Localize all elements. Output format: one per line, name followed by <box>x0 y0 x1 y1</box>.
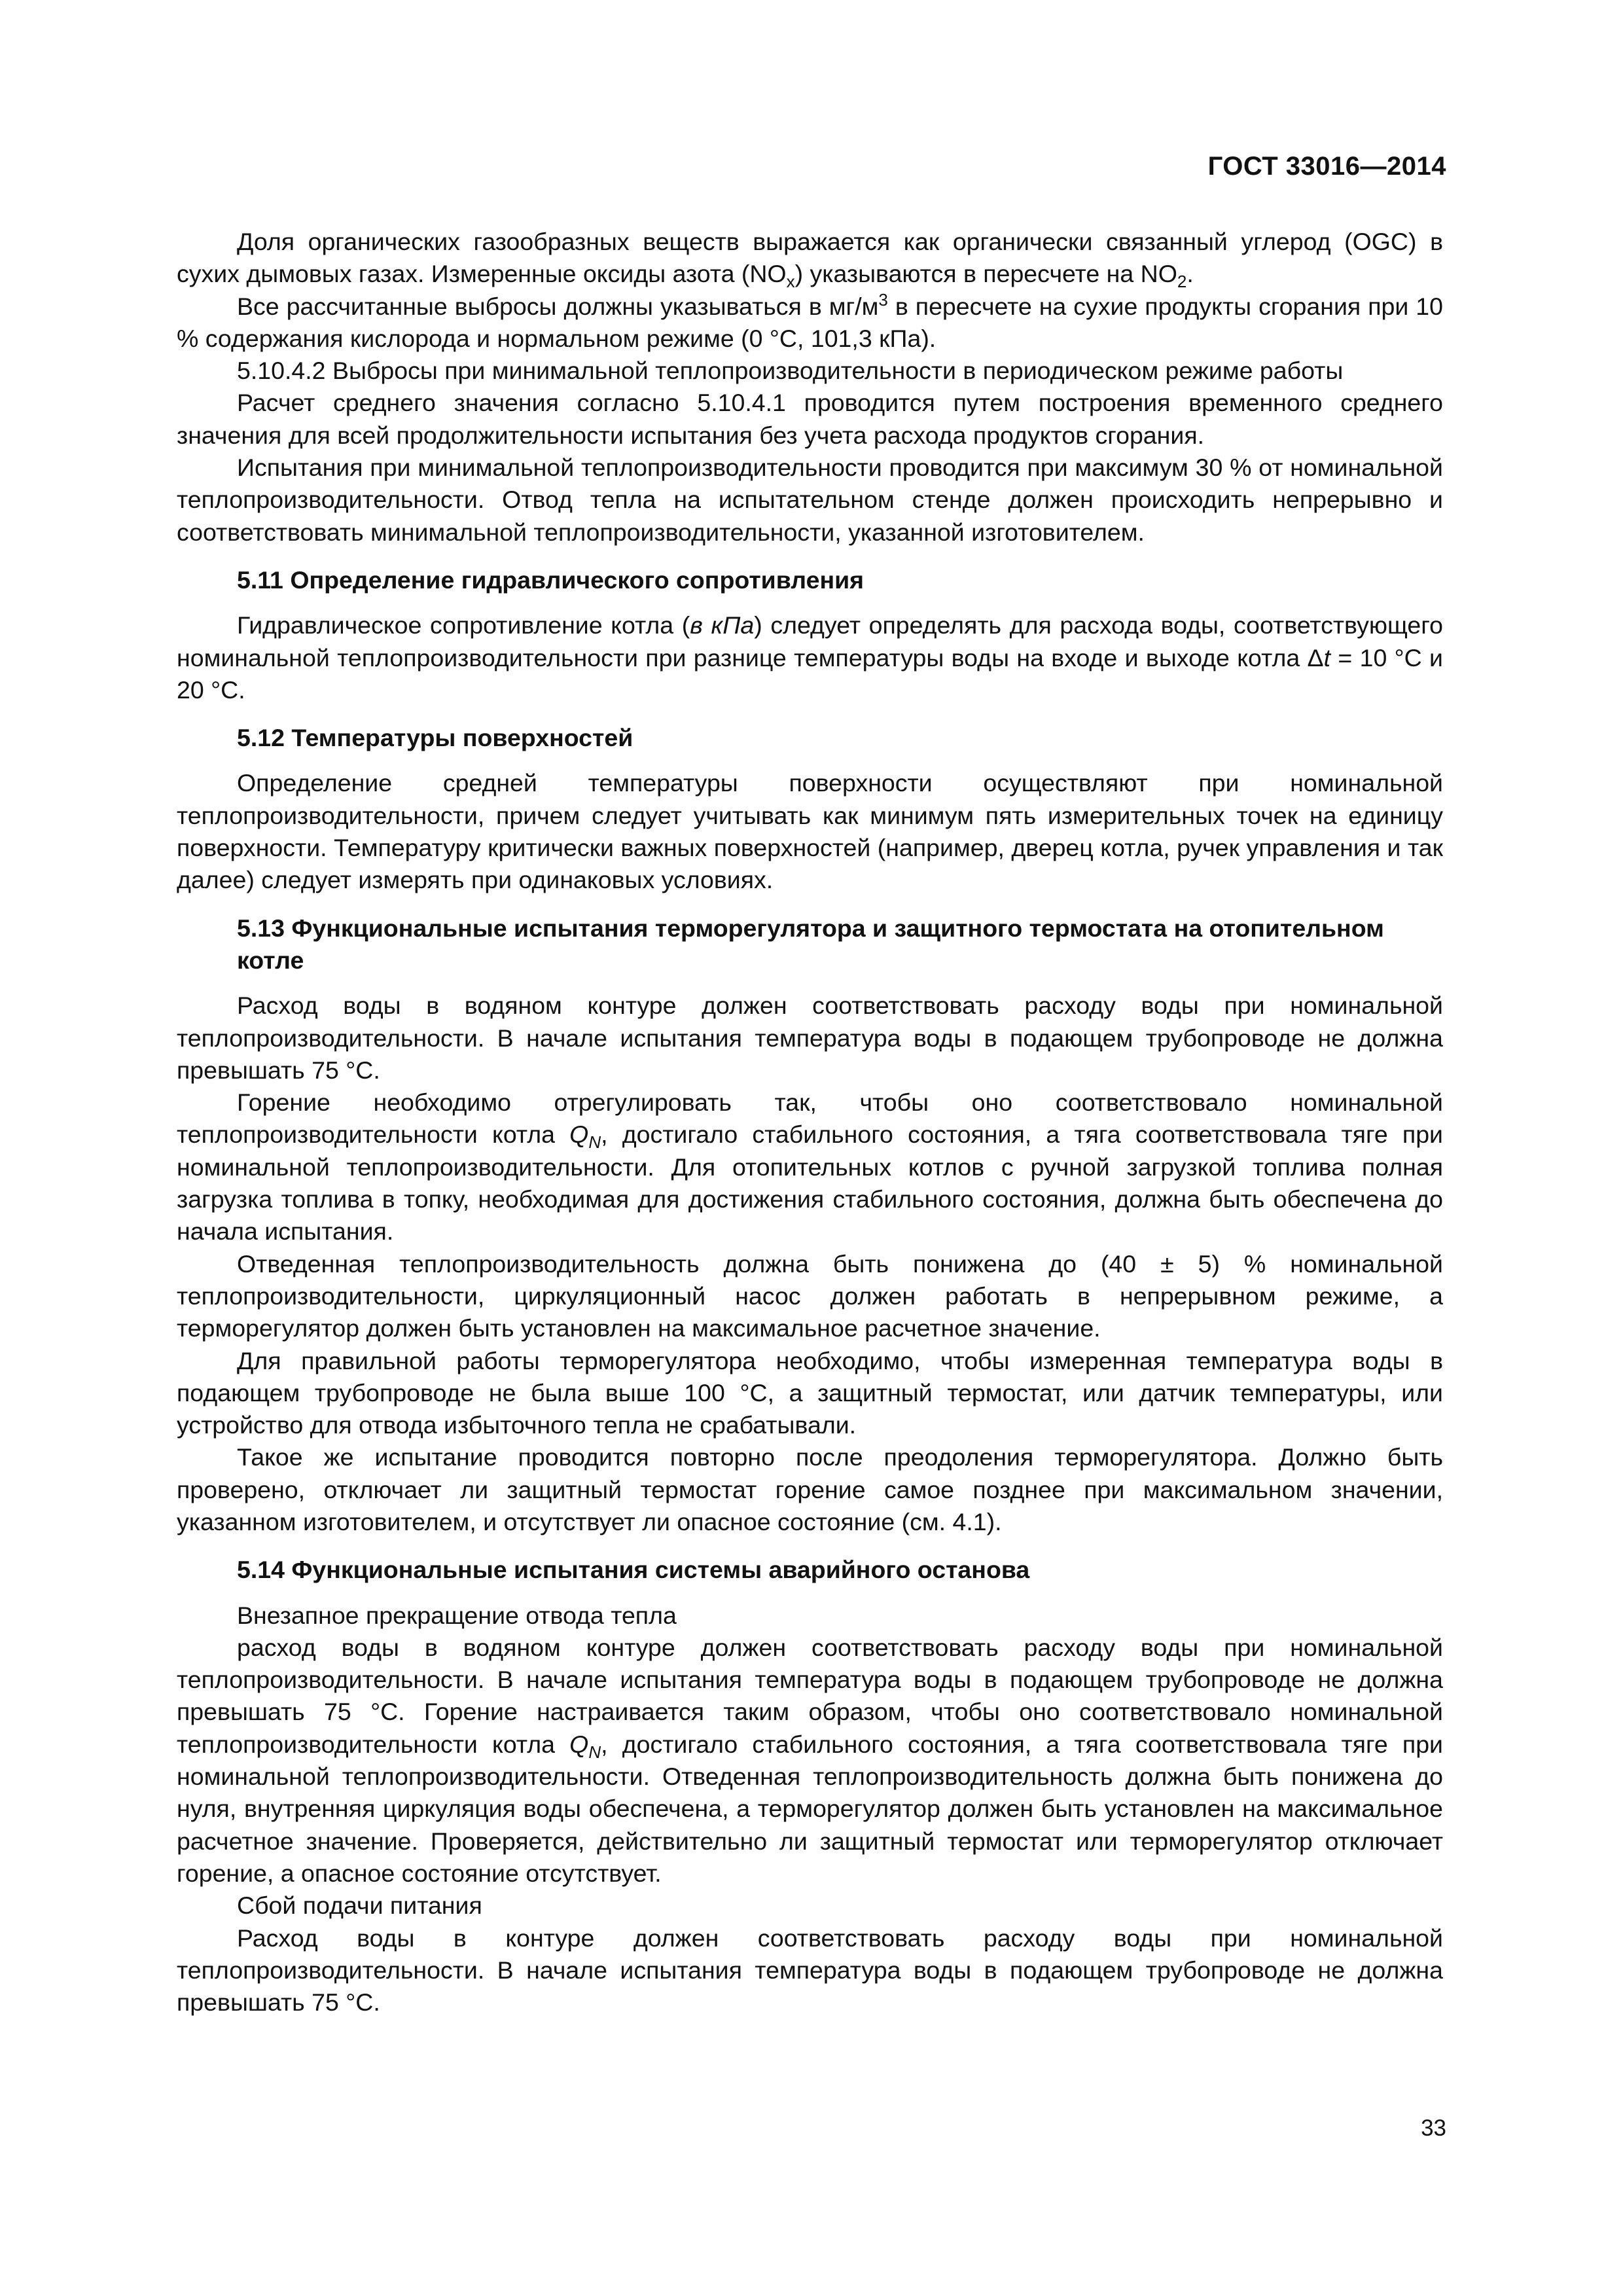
paragraph-thermostat-operation: Для правильной работы терморегулятора необходимо, чтобы измеренная температура воды в подающем трубопроводе не была выше 100 °С, а защитный термостат, или датчик температуры, или устройство для отвода избыточного тепла не срабатывали. <box>177 1346 1443 1439</box>
paragraph-surface-temperature: Определение средней температуры поверхности осуществляют при номинальной теплопроизводительности, причем следует учитывать как минимум пять измерительных точек на единицу поверхности. Температуру критически важных поверхностей (например, дверец котла, ручек управления и так далее) следует измерять при одинаковых условиях. <box>177 769 1443 894</box>
paragraph-emergency-water-flow: расход воды в водяном контуре должен соответствовать расходу воды при номинальной теплопроизводительности. В начале испытания температура воды в подающем трубопроводе не должна превышать 75 °С. Горение настраивается таким образом, чтобы оно соответствовало номинальной теплопроизводительности котла $Q_N$, достигало стабильного состояния, а тяга соответствовала тяге при номинальной теплопроизводительности. Отведенная теплопроизводительность должна быть понижена до нуля, внутренняя циркуляция воды обеспечена, а терморегулятор должен быть установлен на максимальное расчетное значение. Проверяется, действительно ли защитный термостат или терморегулятор отключает горение, а опасное состояние отсутствует. <box>177 1633 1443 1887</box>
paragraph-hydraulic-resistance: Гидравлическое сопротивление котла (в кПа) следует определять для расхода воды, соответствующего номинальной теплопроизводительности при разнице температуры воды на входе и выходе котла Δt = 10 °С и 20 °С. <box>177 611 1444 704</box>
section-heading-5-14: 5.14 Функциональные испытания системы аварийного останова <box>237 1556 1030 1584</box>
paragraph-circuit-water-flow: Расход воды в контуре должен соответствовать расходу воды при номинальной теплопроизводительности. В начале испытания температура воды в подающем трубопроводе не должна превышать 75 °С. <box>177 1924 1443 2017</box>
section-heading-5-13: 5.13 Функциональные испытания терморегулятора и защитного термостата на отопительном котле <box>237 914 1384 974</box>
paragraph-water-flow: Расход воды в водяном контуре должен соответствовать расходу воды при номинальной теплопроизводительности. В начале испытания температура воды в подающем трубопроводе не должна превышать 75 °С. <box>177 992 1443 1084</box>
page-number: 33 <box>1421 2115 1446 2141</box>
paragraph-reduced-output: Отведенная теплопроизводительность должна быть понижена до (40 ± 5) % номинальной теплопроизводительности, циркуляционный насос должен работать в непрерывном режиме, а терморегулятор должен быть установлен на максимальное расчетное значение. <box>177 1249 1443 1342</box>
paragraph-5-10-4-2: 5.10.4.2 Выбросы при минимальной теплопроизводительности в периодическом режиме работы <box>237 357 1344 385</box>
paragraph-minimum-output-tests: Испытания при минимальной теплопроизводительности проводится при максимум 30 % от номинальной теплопроизводительности. Отвод тепла на испытательном стенде должен происходить непрерывно и соответствовать минимальной теплопроизводительности, указанной изготовителем. <box>177 454 1443 546</box>
paragraph-average-calculation: Расчет среднего значения согласно 5.10.4.1 проводится путем построения временного среднего значения для всей продолжительности испытания без учета расхода продуктов сгорания. <box>177 389 1443 449</box>
section-heading-5-11: 5.11 Определение гидравлического сопротивления <box>237 565 865 594</box>
paragraph-repeat-test: Такое же испытание проводится повторно после преодоления терморегулятора. Должно быть проверено, отключает ли защитный термостат горение самое позднее при максимальном значении, указанном изготовителем, и отсутствует ли опасное состояние (см. 4.1). <box>177 1443 1443 1535</box>
paragraph-combustion-adjust: Горение необходимо отрегулировать так, чтобы оно соответствовало номинальной теплопроизводительности котла $Q_N$, достигало стабильного состояния, а тяга соответствовала тяге при номинальной теплопроизводительности. Для отопительных котлов с ручной загрузкой топлива полная загрузка топлива в топку, необходимая для достижения стабильного состояния, должна быть обеспечена до начала испытания. <box>177 1088 1443 1246</box>
paragraph-emissions-units: Все рассчитанные выбросы должны указываться в $мг/м^3$ в пересчете на сухие продукты сгорания при 10 % содержания кислорода и нормальном режиме (0 °С, 101,3 кПа). <box>177 289 1443 352</box>
paragraph-power-failure: Сбой подачи питания <box>237 1892 482 1920</box>
paragraph-sudden-heat-stop: Внезапное прекращение отвода тепла <box>237 1601 677 1629</box>
paragraph-organic-substances: Доля органических газообразных веществ выражается как органически связанный углерод (OGC) в сухих дымовых газах. Измеренные оксиды азота $(NO_x)$ указываются в пересчете на $NO_2$. <box>177 228 1443 292</box>
section-heading-5-12: 5.12 Температуры поверхностей <box>237 724 633 752</box>
standard-header: ГОСТ 33016—2014 <box>1207 152 1446 181</box>
document-body <box>177 226 1443 2018</box>
